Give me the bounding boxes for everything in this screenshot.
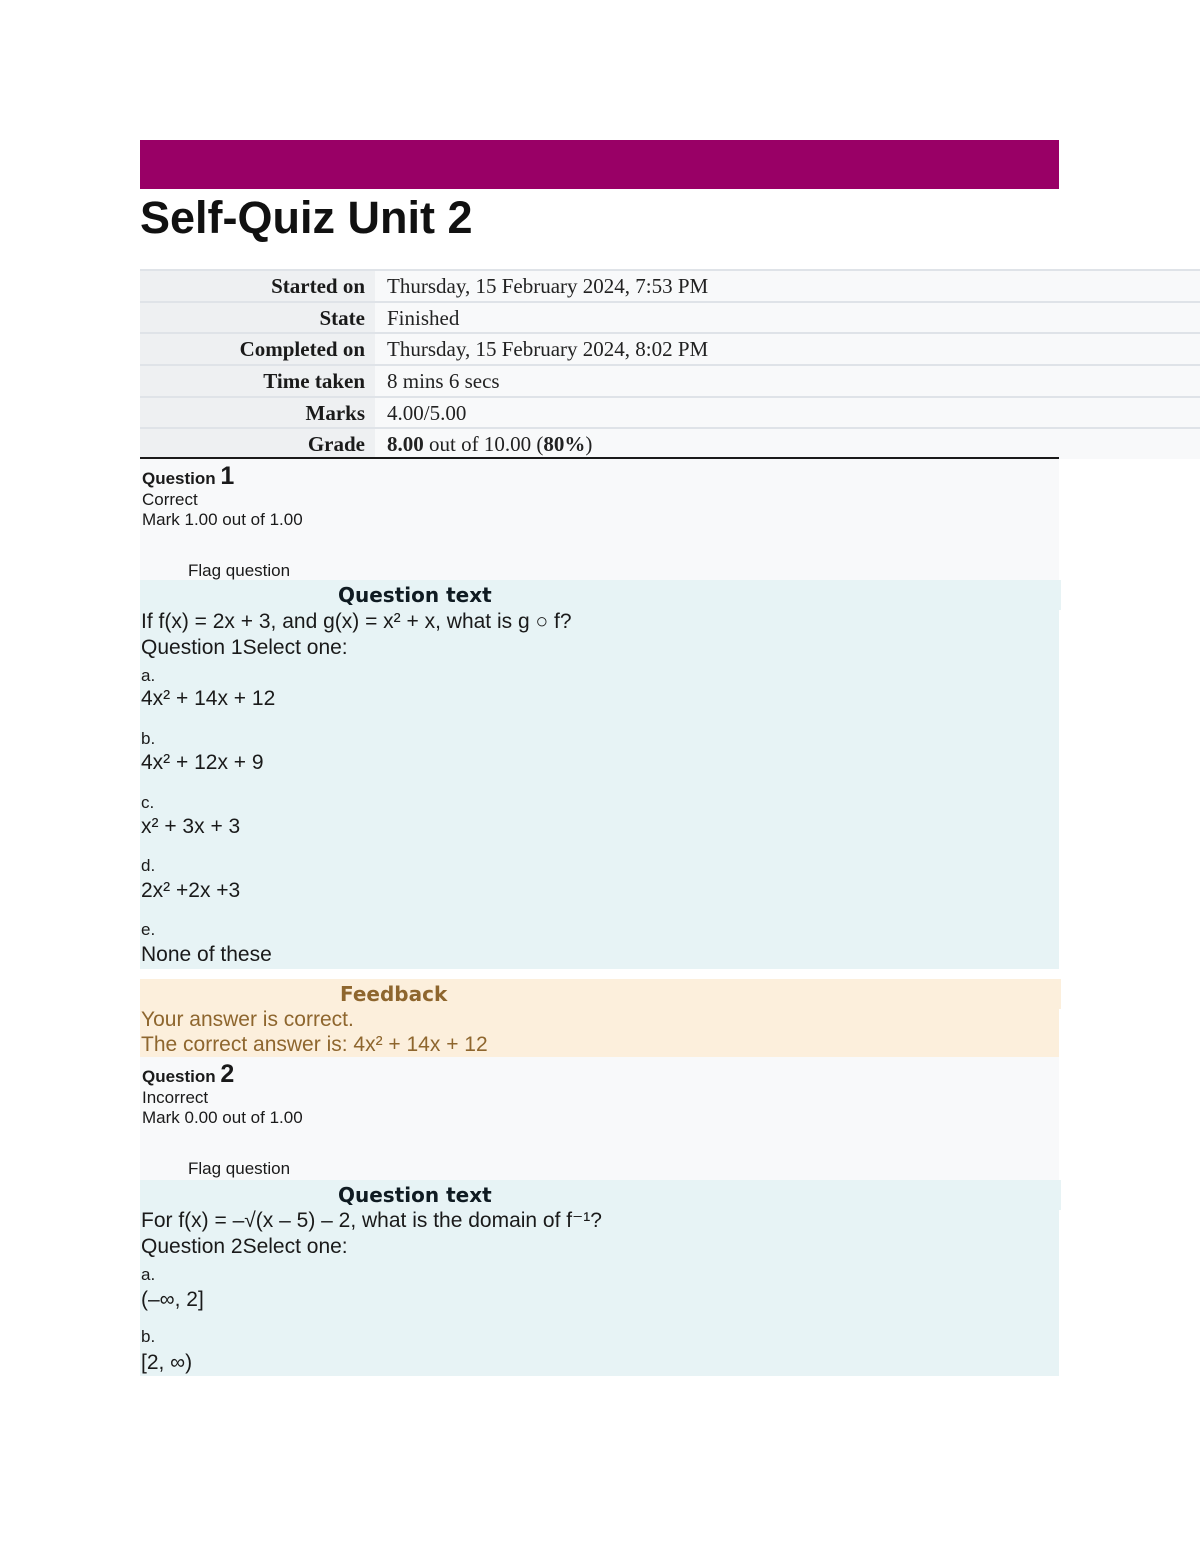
summary-row-grade	[140, 429, 1200, 459]
summary-row-time-taken	[140, 366, 1200, 398]
question-state: Incorrect	[142, 1088, 209, 1107]
feedback-correct-answer: The correct answer is: 4x² + 14x + 12	[141, 1033, 488, 1056]
question-info-1	[140, 459, 1059, 580]
option-letter: a.	[141, 1265, 156, 1284]
answer-option-a[interactable]: 4x² + 14x + 12	[141, 687, 276, 710]
question-prefix: Question	[142, 469, 216, 488]
summary-value: 4.00/5.00	[375, 398, 1200, 428]
question-content-2	[140, 1180, 1059, 1376]
question-number-value: 2	[220, 1060, 235, 1088]
select-prompt: Question 1Select one:	[141, 636, 348, 659]
feedback-result: Your answer is correct.	[141, 1008, 354, 1031]
summary-value: Finished	[375, 303, 1200, 333]
grade-out-of: out of 10.00 (	[423, 432, 544, 457]
answer-option-a[interactable]: (–∞, 2]	[141, 1288, 204, 1311]
answer-option-b[interactable]: [2, ∞)	[141, 1351, 193, 1374]
option-letter: b.	[141, 729, 156, 748]
answer-option-b[interactable]: 4x² + 12x + 9	[141, 751, 264, 774]
summary-row-completed	[140, 334, 1200, 366]
feedback-box-1	[140, 979, 1059, 1057]
summary-value-grade	[375, 429, 1200, 459]
question-number-value: 1	[220, 462, 235, 490]
question-text-heading: Question text	[338, 580, 1061, 610]
question-info-2	[140, 1057, 1059, 1180]
select-prompt: Question 2Select one:	[141, 1235, 348, 1258]
summary-label: Time taken	[140, 366, 375, 396]
quiz-summary-table	[140, 269, 1200, 459]
question-mark: Mark 1.00 out of 1.00	[142, 510, 303, 529]
question-mark: Mark 0.00 out of 1.00	[142, 1108, 303, 1127]
option-letter: c.	[141, 793, 155, 812]
option-letter: d.	[141, 856, 156, 875]
summary-label: Marks	[140, 398, 375, 428]
question-text: For f(x) = –√(x – 5) – 2, what is the domain of f⁻¹?	[141, 1209, 602, 1232]
flag-question-link[interactable]: Flag question	[188, 561, 291, 580]
answer-option-d[interactable]: 2x² +2x +3	[141, 879, 241, 902]
grade-percent: 80%	[543, 432, 586, 457]
summary-label: Grade	[140, 429, 375, 459]
feedback-heading: Feedback	[340, 979, 1061, 1009]
grade-close: )	[585, 432, 593, 457]
question-text-heading: Question text	[338, 1180, 1061, 1210]
question-number	[142, 1060, 235, 1088]
question-number	[142, 462, 235, 490]
option-letter: b.	[141, 1327, 156, 1346]
question-content-1	[140, 580, 1059, 969]
flag-question-link[interactable]: Flag question	[188, 1159, 291, 1178]
page-title: Self-Quiz Unit 2	[140, 192, 473, 243]
summary-row-started	[140, 271, 1200, 303]
answer-option-c[interactable]: x² + 3x + 3	[141, 815, 241, 838]
summary-row-marks	[140, 398, 1200, 430]
summary-value: 8 mins 6 secs	[375, 366, 1200, 396]
option-letter: a.	[141, 666, 156, 685]
option-letter: e.	[141, 920, 156, 939]
summary-label: State	[140, 303, 375, 333]
question-prefix: Question	[142, 1067, 216, 1086]
answer-option-e[interactable]: None of these	[141, 943, 272, 966]
summary-value: Thursday, 15 February 2024, 8:02 PM	[375, 334, 1200, 364]
summary-label: Completed on	[140, 334, 375, 364]
header-bar	[140, 140, 1059, 189]
summary-row-state	[140, 303, 1200, 335]
question-state: Correct	[142, 490, 198, 509]
question-text: If f(x) = 2x + 3, and g(x) = x² + x, what is g ○ f?	[141, 610, 572, 633]
summary-value: Thursday, 15 February 2024, 7:53 PM	[375, 271, 1200, 301]
summary-label: Started on	[140, 271, 375, 301]
grade-score: 8.00	[387, 432, 424, 457]
